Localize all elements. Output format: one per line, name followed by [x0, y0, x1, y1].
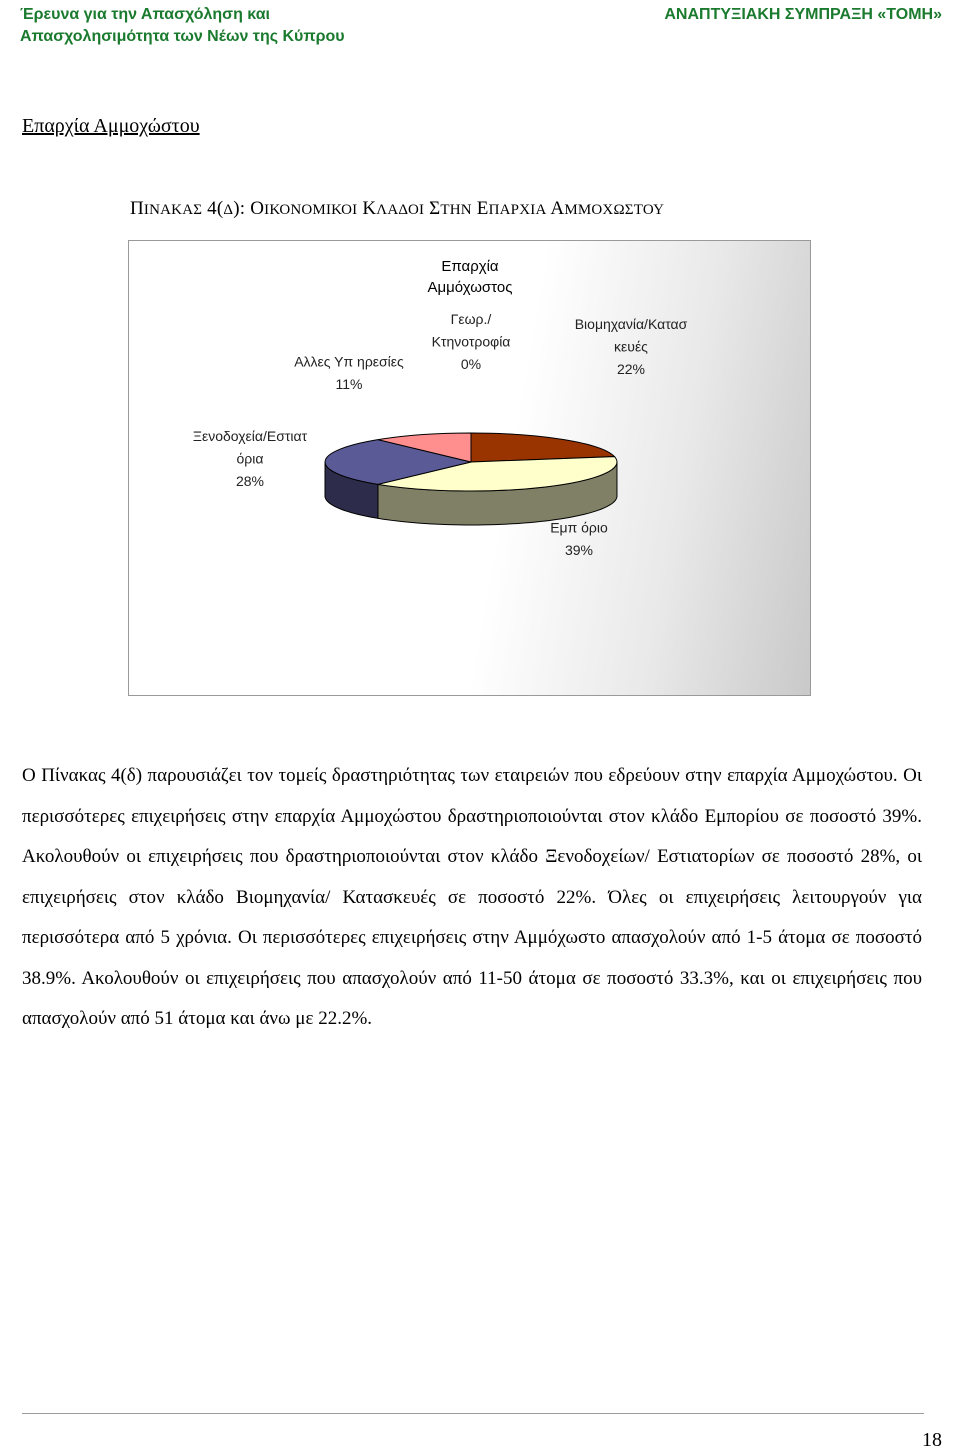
pie-category-label-αλλες-υπ-ηρεσίες: Αλλες Υπ ηρεσίες: [294, 353, 404, 370]
pie-category-label-γεωρ-κτηνοτροφία: Γεωρ./: [450, 311, 492, 327]
pie-chart-svg: [129, 241, 810, 695]
pie-category-label-γεωρ-κτηνοτροφία: Κτηνοτροφία: [431, 333, 511, 350]
pie-value-label-ξενοδοχεία-εστιατ-όρια: 28%: [235, 473, 265, 489]
header-left-line2: Απασχολησιμότητα των Νέων της Κύπρου: [20, 28, 345, 45]
body-text: Ο Πίνακας 4(δ) παρουσιάζει τον τομείς δραστηριότητας των εταιρειών που εδρεύουν στην επαρχία Αμμοχώστου. Οι περισσότερες επιχειρήσεις στην επαρχία Αμμοχώστου δραστηριοποιούνται στον κλάδο Εμπορίου σε ποσοστό 39%. Ακολουθούν οι επιχειρήσεις που δραστηριοποιούνται στον κλάδο Ξενοδοχείων/ Εστιατορίων σε ποσοστό 28%, οι επιχειρήσεις στον κλάδο Βιομηχανία/ Κατασκευές σε ποσοστό 22%. Όλες οι επιχειρήσεις λειτουργούν για περισσότερα από 5 χρόνια. Οι περισσότερες επιχειρήσεις στην Αμμόχωστο απασχολούν από 1-5 άτομα σε ποσοστό 38.9%. Ακολουθούν οι επιχειρήσεις που απασχολούν από 11-50 άτομα σε ποσοστό 33.3%, και οι επιχειρήσεις που απασχολούν από 51 άτομα και άνω με 22.2%.: [22, 765, 922, 1029]
header-left: [20, 4, 345, 48]
pie-value-label-αλλες-υπ-ηρεσίες: 11%: [335, 376, 363, 392]
pie-category-label-βιομηχανία-κατασ-κευές: κευές: [614, 338, 648, 355]
header-left-line1: Έρευνα για την Απασχόληση και: [20, 6, 270, 23]
pie-value-label-βιομηχανία-κατασ-κευές: 22%: [616, 361, 646, 377]
header-right: ΑΝΑΠΤΥΞΙΑΚΗ ΣΥΜΠΡΑΞΗ «ΤΟΜΗ»: [664, 6, 942, 23]
pie-category-label-βιομηχανία-κατασ-κευές: Βιομηχανία/Κατασ: [574, 316, 688, 332]
pie-category-label-εμπ-όριο: Εμπ όριο: [550, 519, 608, 536]
pie-category-label-ξενοδοχεία-εστιατ-όρια: Ξενοδοχεία/Εστιατ: [192, 428, 308, 444]
pie-category-label-ξενοδοχεία-εστιατ-όρια: όρια: [236, 450, 264, 467]
pie-chart: [128, 240, 811, 696]
footer-divider: [22, 1413, 924, 1414]
body-paragraph: [22, 756, 922, 1040]
pie-value-label-εμπ-όριο: 39%: [564, 542, 594, 558]
chart-title-line1: Επαρχία: [441, 258, 499, 275]
pie-value-label-γεωρ-κτηνοτροφία: 0%: [460, 356, 482, 372]
section-title: Επαρχία Αμμοχώστου: [22, 115, 200, 137]
chart-title-line2: Αμμόχωστος: [427, 279, 513, 296]
page-number: 18: [922, 1429, 942, 1451]
table-title: ΠΙΝΑΚΑΣ 4(Δ): ΟΙΚΟΝΟΜΙΚΟΙ ΚΛΑΔΟΙ ΣΤΗΝ ΕΠΑΡΧΙΑ ΑΜΜΟΧΩΣΤΟΥ: [130, 198, 665, 219]
